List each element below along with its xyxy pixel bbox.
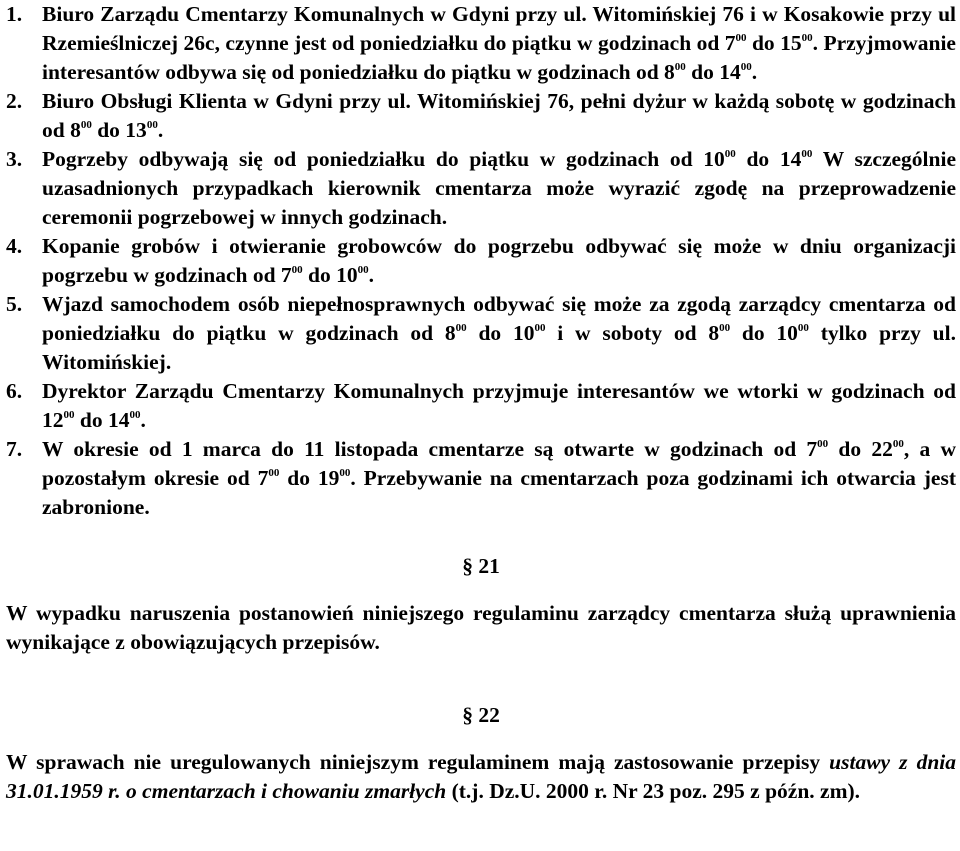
superscript: 00 <box>892 438 904 450</box>
regulation-item <box>6 377 956 435</box>
item-text: do 13 <box>91 118 147 142</box>
regulation-item <box>6 435 956 522</box>
superscript: 00 <box>534 322 546 334</box>
regulation-item-list <box>6 0 956 522</box>
item-text: . <box>368 263 375 287</box>
item-text: do 14 <box>74 408 130 432</box>
item-text: do 10 <box>302 263 358 287</box>
superscript: 00 <box>455 322 467 334</box>
superscript: 00 <box>268 467 280 479</box>
item-text: do 10 <box>466 321 535 345</box>
superscript: 00 <box>724 148 736 160</box>
item-text: Pogrzeby odbywają się od poniedziałku do piątku w godzinach od 10 <box>42 147 725 171</box>
regulation-item <box>6 145 956 232</box>
regulation-item <box>6 87 956 145</box>
section-22-heading: § 22 <box>462 703 500 727</box>
superscript: 00 <box>63 409 75 421</box>
section-22-text-after: (t.j. Dz.U. 2000 r. Nr 23 poz. 295 z późn. zm). <box>446 779 861 803</box>
item-text: Dyrektor Zarządu Cmentarzy Komunalnych przyjmuje interesantów we wtorki w godzinach od 12 <box>42 379 956 432</box>
superscript: 00 <box>80 119 92 131</box>
item-text: do 14 <box>735 147 802 171</box>
item-text: W okresie od 1 marca do 11 listopada cmentarze są otwarte w godzinach od 7 <box>42 437 818 461</box>
superscript: 00 <box>357 264 369 276</box>
superscript: 00 <box>801 148 813 160</box>
item-text: Kopanie grobów i otwieranie grobowców do pogrzebu odbywać się może w dniu organizacji pogrzebu w godzinach od 7 <box>42 234 956 287</box>
item-number: 7. <box>6 437 23 461</box>
section-22-law-title: ustawy z dnia 31.01.1959 r. o cmentarzach i chowaniu zmarłych <box>6 750 956 803</box>
superscript: 00 <box>735 32 747 44</box>
item-text: do 22 <box>828 437 893 461</box>
item-number: 5. <box>6 292 23 316</box>
superscript: 00 <box>339 467 351 479</box>
item-number: 3. <box>6 147 23 171</box>
item-text: , a w pozostałym okresie od 7 <box>42 437 956 490</box>
item-text: W szczególnie uzasadnionych przypadkach kierownik cmentarza może wyrazić zgodę na przeprowadzenie ceremonii pogrzebowej w innych godzinach. <box>42 147 956 229</box>
regulation-item <box>6 0 956 87</box>
item-number: 1. <box>6 2 23 26</box>
superscript: 00 <box>146 119 158 131</box>
item-number: 6. <box>6 379 23 403</box>
section-22-text-before: W sprawach nie uregulowanych niniejszym regulaminem mają zastosowanie przepisy <box>6 750 830 774</box>
item-number: 4. <box>6 234 23 258</box>
item-text: Biuro Obsługi Klienta w Gdyni przy ul. Witomińskiej 76, pełni dyżur w każdą sobotę w godzinach od 8 <box>42 89 956 142</box>
item-text: . <box>140 408 146 432</box>
section-22-text <box>6 748 956 806</box>
item-number: 2. <box>6 89 23 113</box>
section-21-text: W wypadku naruszenia postanowień niniejszego regulaminu zarządcy cmentarza służą uprawnienia wynikające z obowiązujących przepisów. <box>6 601 956 654</box>
superscript: 00 <box>719 322 731 334</box>
item-text: . Przyjmowanie interesantów odbywa się od poniedziałku do piątku w godzinach od 8 <box>42 31 956 84</box>
item-text: do 14 <box>685 60 741 84</box>
superscript: 00 <box>291 264 303 276</box>
item-text: . <box>157 118 164 142</box>
item-text: do 10 <box>730 321 798 345</box>
item-text: do 15 <box>746 31 802 55</box>
section-21-heading: § 21 <box>462 554 500 578</box>
item-text: tylko przy ul. Witomińskiej. <box>42 321 956 374</box>
superscript: 00 <box>817 438 829 450</box>
item-text: . Przebywanie na cmentarzach poza godzinami ich otwarcia jest zabronione. <box>42 466 956 519</box>
superscript: 00 <box>674 61 686 73</box>
regulation-item <box>6 232 956 290</box>
item-text: do 19 <box>279 466 340 490</box>
superscript: 00 <box>797 322 809 334</box>
item-text: . <box>751 60 758 84</box>
superscript: 00 <box>801 32 813 44</box>
regulation-item <box>6 290 956 377</box>
superscript: 00 <box>740 61 752 73</box>
item-text: Wjazd samochodem osób niepełnosprawnych odbywać się może za zgodą zarządcy cmentarza od poniedziałku do piątku w godzinach od 8 <box>42 292 956 345</box>
superscript: 00 <box>129 409 141 421</box>
item-text: Biuro Zarządu Cmentarzy Komunalnych w Gdyni przy ul. Witomińskiej 76 i w Kosakowie przy ul Rzemieślniczej 26c, czynne jest od poniedziałku do piątku w godzinach od 7 <box>42 2 956 55</box>
item-text: i w soboty od 8 <box>545 321 720 345</box>
